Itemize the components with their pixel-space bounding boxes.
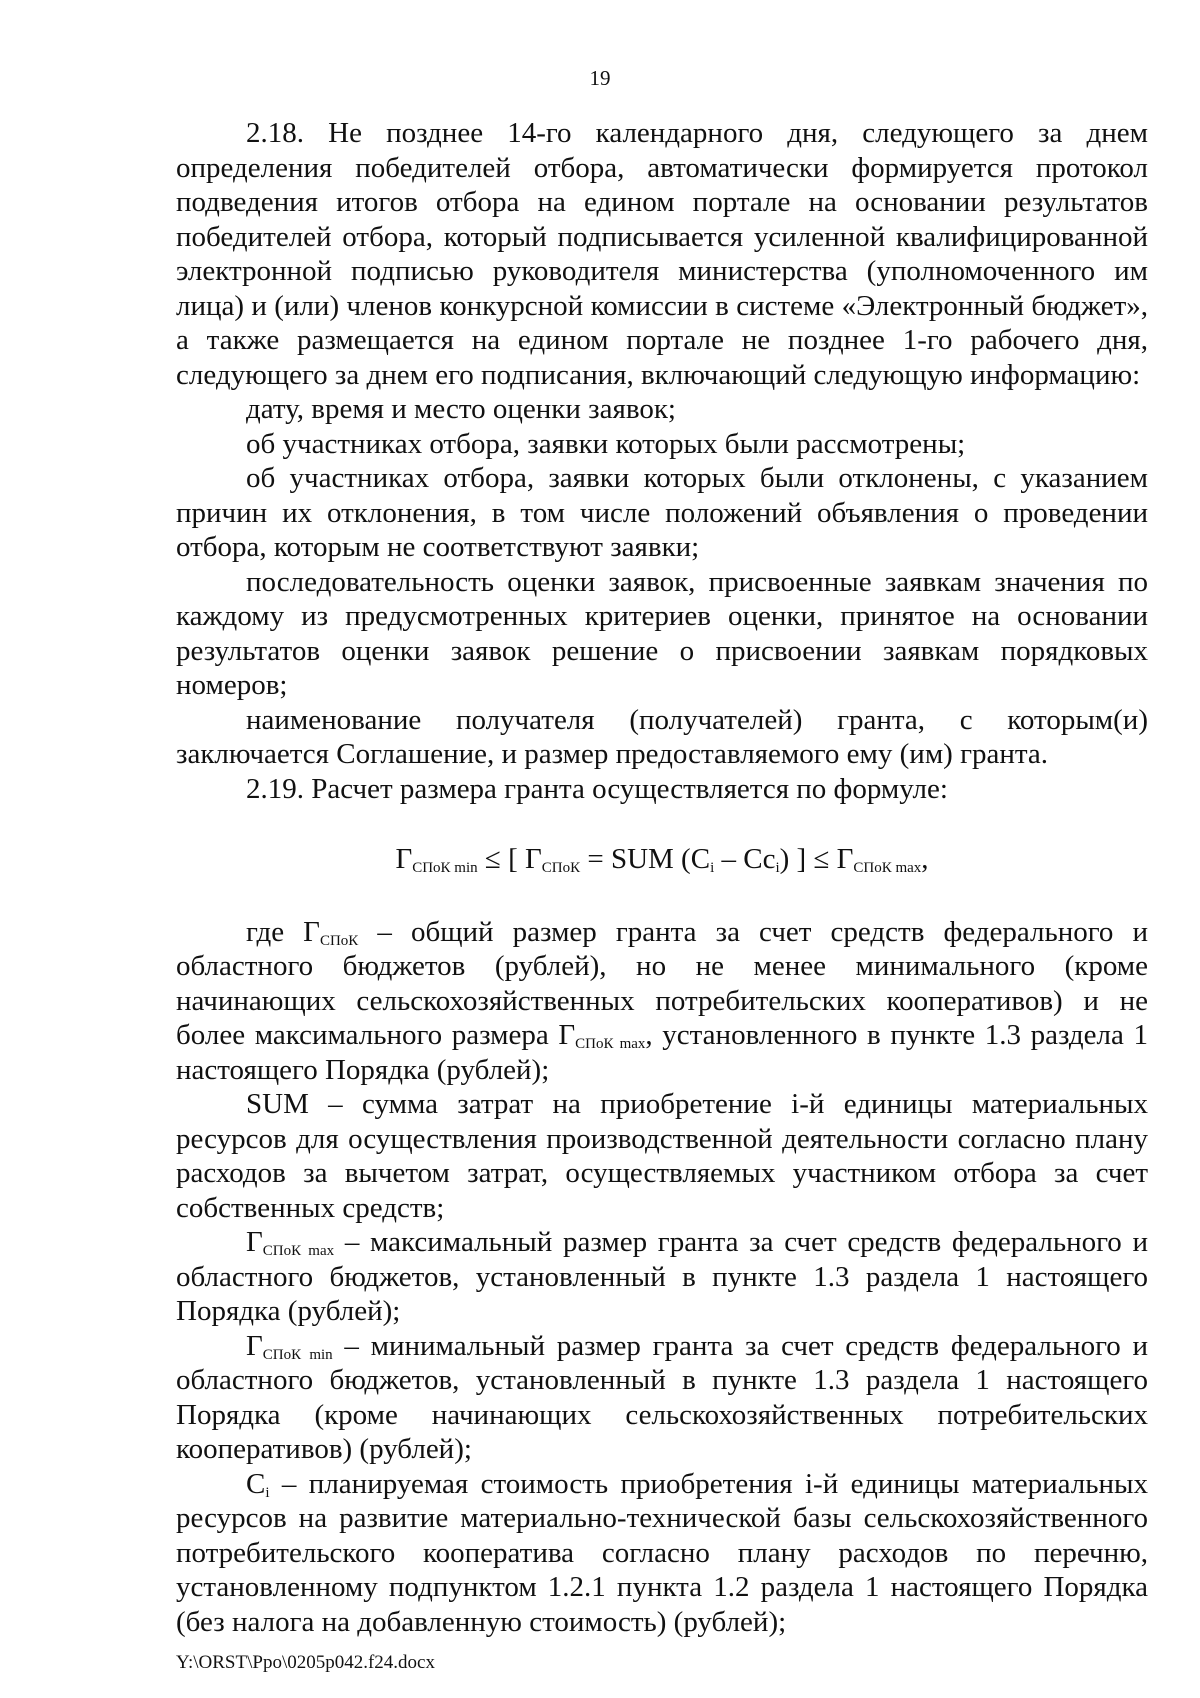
paragraph-2-18: 2.18. Не позднее 14-го календарного дня, следующего за днем определения победителей отбора, автоматически формируется протокол подведения итогов отбора на едином портале на основании результатов победителей отбора, который подписывается усиленной квалифицированной электронной подписью руководителя министерства (уполномоченного им лица) и (или) членов конкурсной комиссии в системе «Электронный бюджет», а также размещается на едином портале не позднее 1-го рабочего дня, следующего за днем его подписания, включающий следующую информацию:	[176, 117, 1148, 391]
definition-sum: SUM – сумма затрат на приобретение i-й единицы материальных ресурсов для осуществления производственной деятельности согласно плану расходов за вычетом затрат, осуществляемых участником отбора за счет собственных средств;	[176, 1088, 1148, 1224]
grant-formula: $Г_{СПоК min}$ ≤ [ $Г_{СПоК}$ = SUM $(C_i - Cc_i)$ ] ≤ $Г_{СПоК max}$,	[395, 843, 929, 876]
document-body	[176, 116, 1148, 1639]
list-item-evaluation-sequence: последовательность оценки заявок, присвоенные заявкам значения по каждому из предусмотренных критериев оценки, принятое на основании результатов оценки заявок решение о присвоении заявкам порядковых номеров;	[176, 565, 1148, 701]
list-item-rejected-participants: об участниках отбора, заявки которых были отклонены, с указанием причин их отклонения, в том числе положений объявления о проведении отбора, которым не соответствуют заявки;	[176, 462, 1148, 563]
list-item-grant-recipient: наименование получателя (получателей) гранта, с которым(и) заключается Соглашение, и размер предоставляемого ему (им) гранта.	[176, 703, 1148, 770]
definition-c-i: $C_i$ – планируемая стоимость приобретения i-й единицы материальных ресурсов на развитие материально-технической базы сельскохозяйственного потребительского кооператива согласно плану расходов по перечню, установленному подпунктом 1.2.1 пункта 1.2 раздела 1 настоящего Порядка (без налога на добавленную стоимость) (рублей);	[176, 1467, 1148, 1638]
paragraph-2-19: 2.19. Расчет размера гранта осуществляется по формуле:	[246, 772, 948, 805]
list-item-reviewed-participants: об участниках отбора, заявки которых были рассмотрены;	[246, 427, 966, 460]
list-item-date-time-place: дату, время и место оценки заявок;	[246, 393, 676, 425]
file-path-footer: Y:\ORST\Ppo\0205p042.f24.docx	[176, 1652, 435, 1673]
definition-g-spok-min: $Г_{СПоК min}$ – минимальный размер гранта за счет средств федерального и областного бюджетов, установленный в пункте 1.3 раздела 1 настоящего Порядка (кроме начинающих сельскохозяйственных потребительских кооперативов) (рублей);	[176, 1329, 1148, 1465]
definition-g-spok: где $Г_{СПоК}$ – общий размер гранта за счет средств федерального и областного бюджетов (рублей), но не менее минимального (кроме начинающих сельскохозяйственных потребительских кооперативов) и не более максимального размера $Г_{СПоК max}$, установленного в пункте 1.3 раздела 1 настоящего Порядка (рублей);	[176, 915, 1149, 1086]
page-number: 19	[589, 66, 611, 90]
definition-g-spok-max: $Г_{СПоК max}$ – максимальный размер гранта за счет средств федерального и областного бюджетов, установленный в пункте 1.3 раздела 1 настоящего Порядка (рублей);	[176, 1226, 1148, 1327]
